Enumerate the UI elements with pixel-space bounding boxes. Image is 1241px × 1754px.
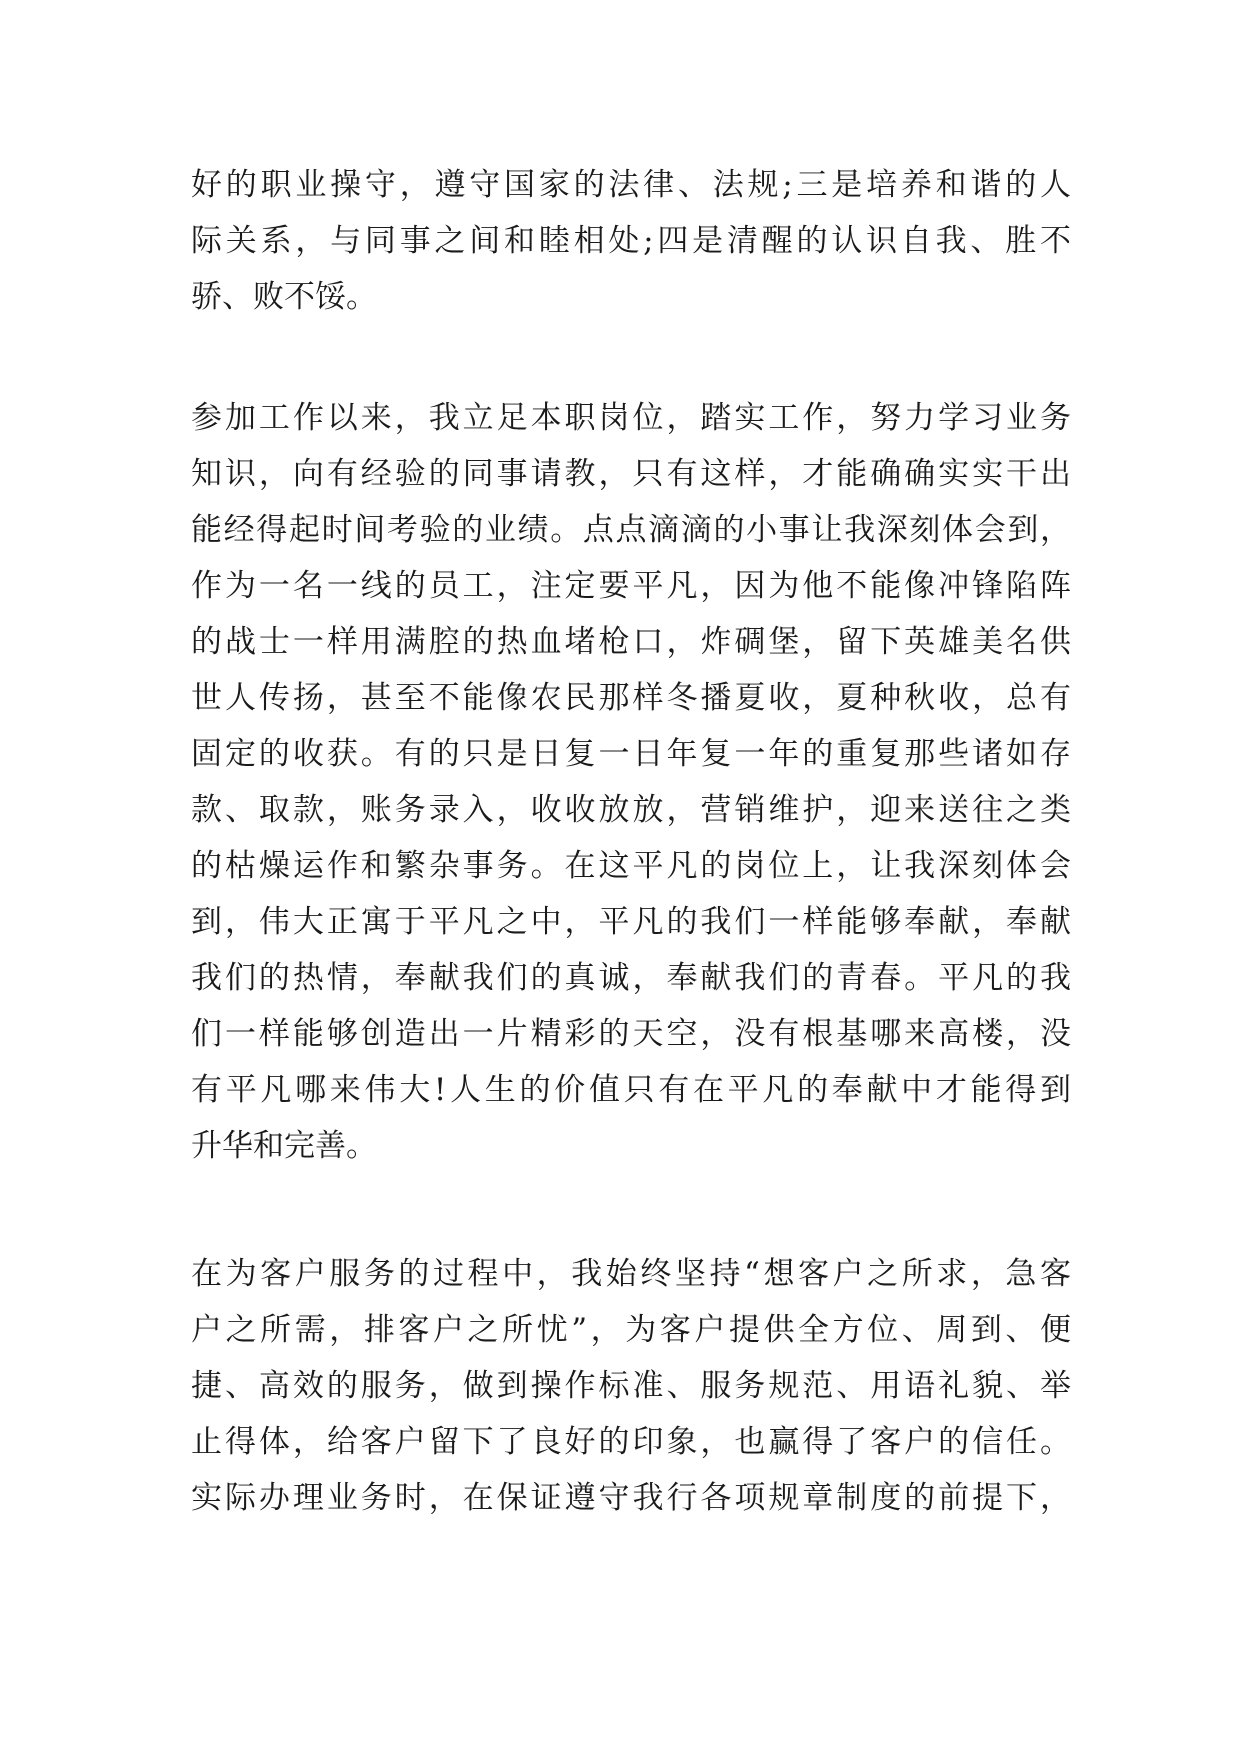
text-line: 骄、败不馁。 [191,279,377,315]
text-line: 世人传扬，甚至不能像农民那样冬播夏收，夏种秋收，总有 [191,680,1071,716]
text-line: 们一样能够创造出一片精彩的天空，没有根基哪来高楼，没 [191,1016,1071,1052]
text-line: 实际办理业务时，在保证遵守我行各项规章制度的前提下， [191,1480,1071,1516]
text-line: 款、取款，账务录入，收收放放，营销维护，迎来送往之类 [191,792,1071,828]
text-line: 捷、高效的服务，做到操作标准、服务规范、用语礼貌、举 [191,1368,1071,1404]
text-line: 户之所需，排客户之所忧”，为客户提供全方位、周到、便 [191,1312,1071,1348]
text-line: 知识，向有经验的同事请教，只有这样，才能确确实实干出 [191,456,1071,492]
text-line: 好的职业操守，遵守国家的法律、法规;三是培养和谐的人 [191,167,1071,203]
text-line: 有平凡哪来伟大!人生的价值只有在平凡的奉献中才能得到 [191,1072,1071,1108]
text-line: 的枯燥运作和繁杂事务。在这平凡的岗位上，让我深刻体会 [191,848,1071,884]
text-line: 固定的收获。有的只是日复一日年复一年的重复那些诸如存 [191,736,1071,772]
paragraph-2 [191,390,1071,1174]
text-line: 的战士一样用满腔的热血堵枪口，炸碉堡，留下英雄美名供 [191,624,1071,660]
text-line: 升华和完善。 [191,1128,377,1164]
text-line: 到，伟大正寓于平凡之中，平凡的我们一样能够奉献，奉献 [191,904,1071,940]
paragraph-1 [191,157,1071,325]
text-line: 作为一名一线的员工，注定要平凡，因为他不能像冲锋陷阵 [191,568,1071,604]
text-line: 际关系，与同事之间和睦相处;四是清醒的认识自我、胜不 [191,223,1071,259]
text-line: 能经得起时间考验的业绩。点点滴滴的小事让我深刻体会到， [191,512,1071,548]
text-line: 我们的热情，奉献我们的真诚，奉献我们的青春。平凡的我 [191,960,1071,996]
text-line: 参加工作以来，我立足本职岗位，踏实工作，努力学习业务 [191,400,1071,436]
text-line: 在为客户服务的过程中，我始终坚持“想客户之所求，急客 [191,1256,1071,1292]
text-line: 止得体，给客户留下了良好的印象，也赢得了客户的信任。 [191,1424,1071,1460]
paragraph-3 [191,1246,1071,1526]
